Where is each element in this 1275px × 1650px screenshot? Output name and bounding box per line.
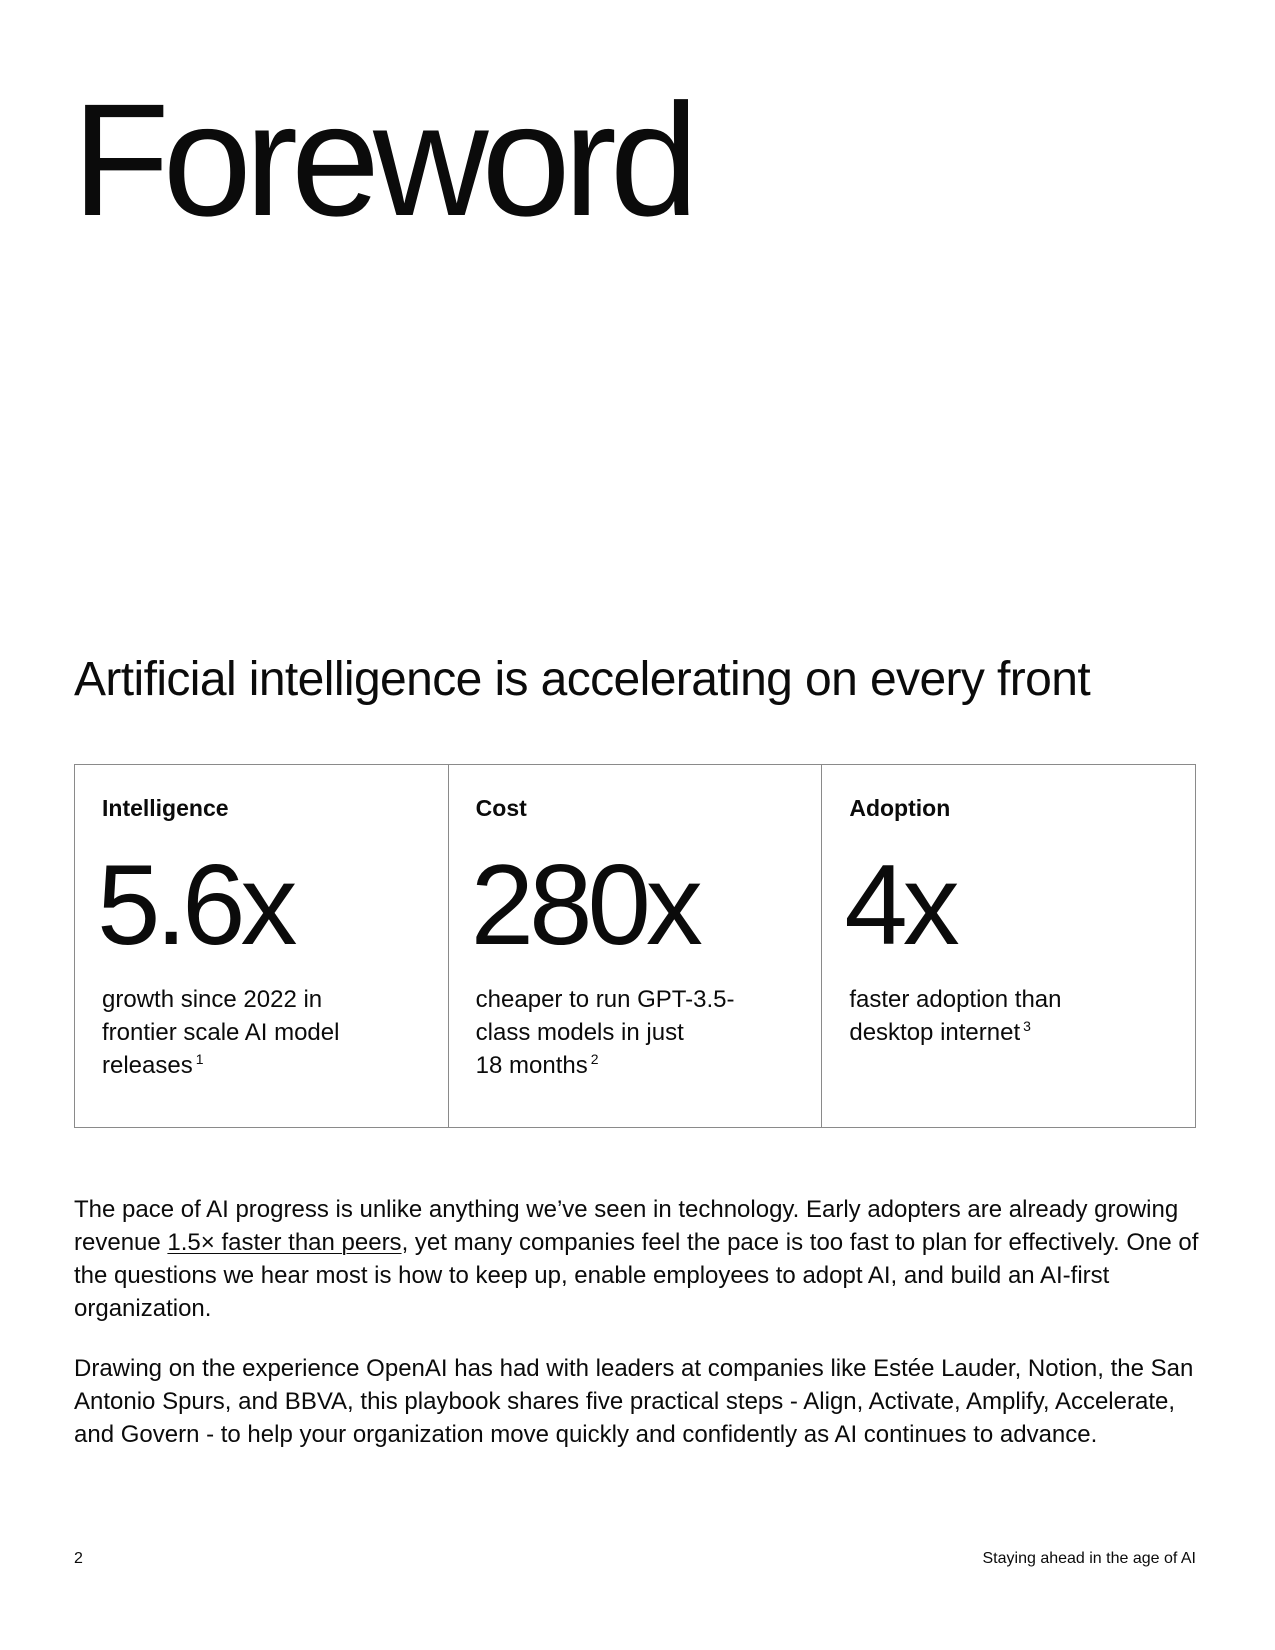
stat-description: [849, 983, 1094, 1049]
stat-description: [476, 983, 776, 1082]
body-paragraph: Drawing on the experience OpenAI has had with leaders at companies like Estée Lauder, Notion, the San Antonio Spurs, and BBVA, this playbook shares five practical steps - Align, Activate, Amplify, Accelerate, and Govern - to help your organization move quickly and confidently as AI continues to advance.: [74, 1355, 1194, 1448]
section-heading: Artificial intelligence is accelerating on every front: [74, 653, 1091, 706]
stat-description-line: class models in just: [475, 1019, 684, 1046]
stat-description: [102, 983, 372, 1082]
footnote-marker[interactable]: 1: [195, 1051, 204, 1067]
footnote-marker[interactable]: 3: [1023, 1018, 1031, 1034]
stat-value: 280x: [470, 842, 698, 969]
stat-label: Cost: [475, 795, 527, 821]
stat-label: Intelligence: [102, 795, 229, 821]
stat-value: 4x: [844, 842, 955, 969]
page-number: 2: [74, 1550, 83, 1567]
body-paragraph: [74, 1193, 1199, 1325]
revenue-growth-link[interactable]: 1.5× faster than peers: [167, 1229, 402, 1256]
footer-document-title: Staying ahead in the age of AI: [982, 1550, 1196, 1567]
stat-value: 5.6x: [97, 842, 293, 969]
page-title: Foreword: [72, 70, 692, 249]
stat-description-line: 18 months: [475, 1052, 588, 1079]
footnote-marker[interactable]: 2: [590, 1051, 599, 1067]
stats-grid: [74, 764, 1196, 1128]
stat-description-line: cheaper to run GPT-3.5-: [475, 986, 735, 1013]
stat-description-text: growth since 2022 in frontier scale AI model releases: [102, 986, 340, 1079]
stat-description-text: faster adoption than desktop internet: [849, 986, 1062, 1046]
stat-card-intelligence: [75, 765, 448, 1127]
stat-label: Adoption: [849, 795, 951, 821]
stat-card-cost: [448, 765, 822, 1127]
paragraph-text: , yet many companies feel the pace is too fast to plan for effectively. One of the questions we hear most is how to keep up, enable employees to adopt AI, and build an AI-first organization.: [74, 1229, 1199, 1322]
stat-card-adoption: [821, 765, 1195, 1127]
paragraph-text: The pace of AI progress is unlike anything we’ve seen in technology. Early adopters are already growing revenue: [74, 1196, 1179, 1256]
